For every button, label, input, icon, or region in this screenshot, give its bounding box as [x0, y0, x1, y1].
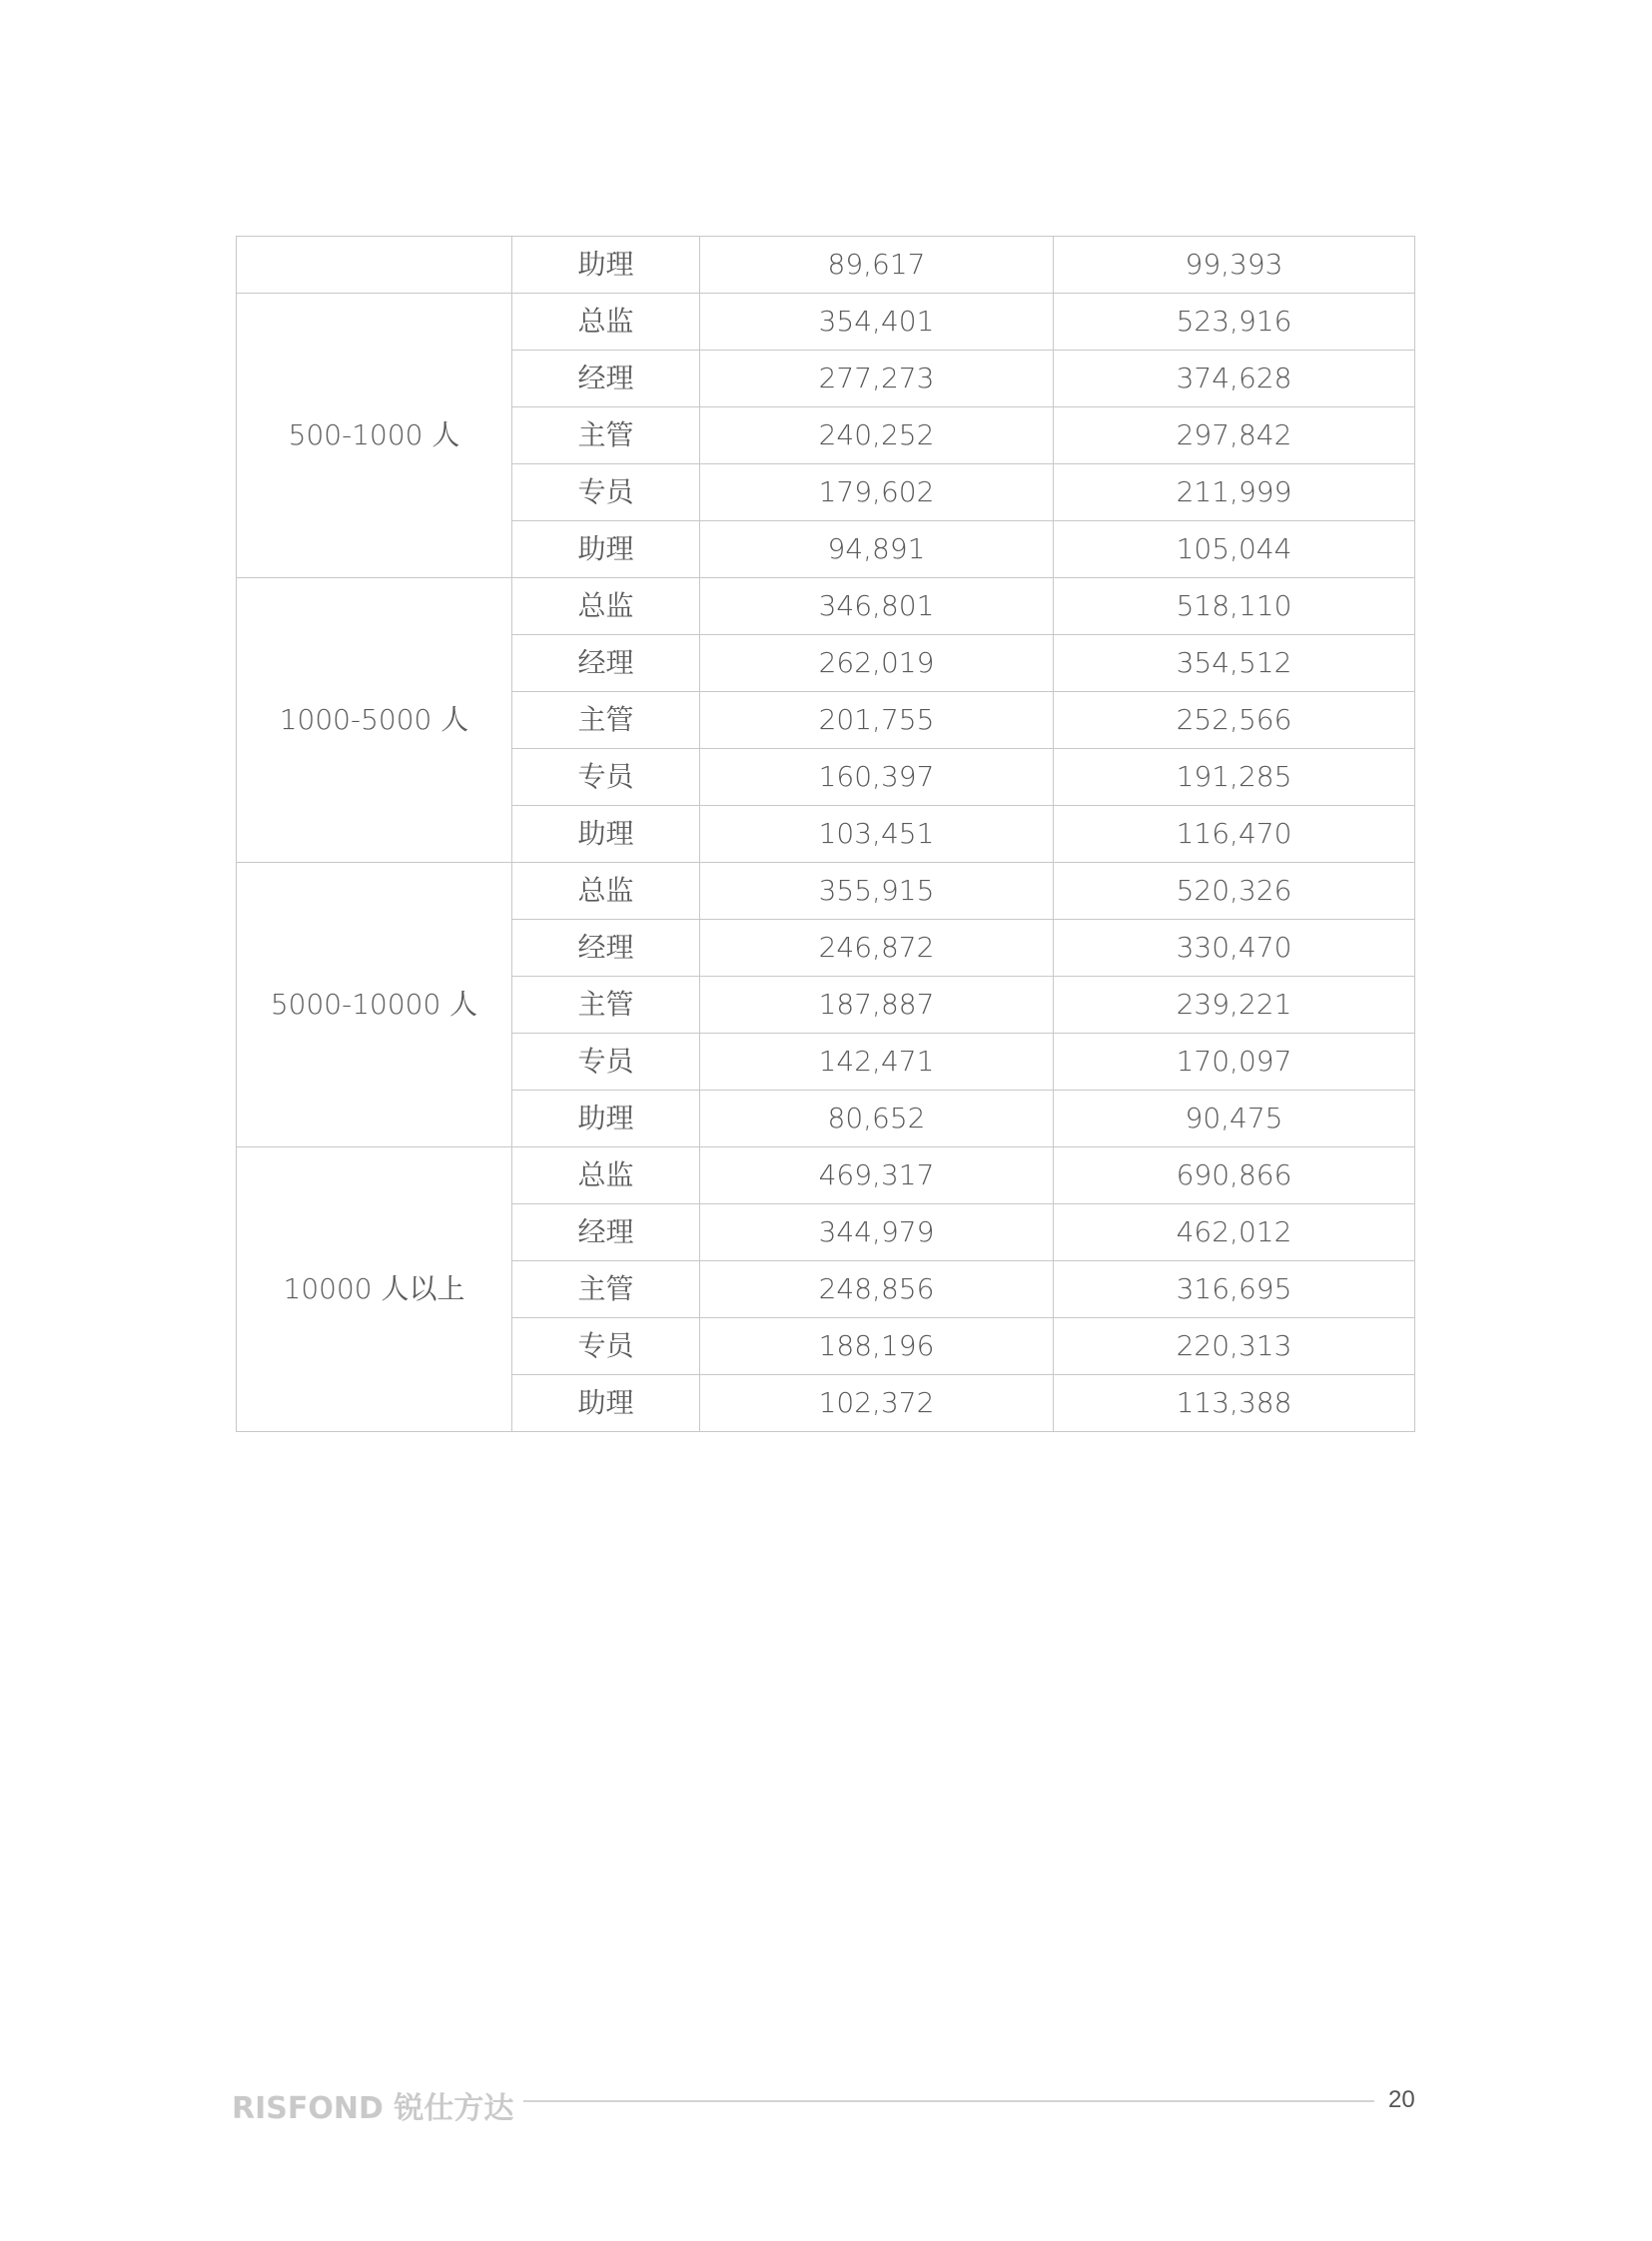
level-cell: 助理 — [512, 237, 700, 294]
salary-value-cell: 248,856 — [700, 1261, 1054, 1318]
salary-value-cell: 690,866 — [1054, 1147, 1415, 1204]
level-cell: 专员 — [512, 749, 700, 806]
salary-value-cell: 262,019 — [700, 635, 1054, 692]
salary-value-cell: 89,617 — [700, 237, 1054, 294]
company-size-cell — [237, 237, 512, 294]
salary-value-cell: 239,221 — [1054, 977, 1415, 1034]
salary-value-cell: 518,110 — [1054, 578, 1415, 635]
salary-value-cell: 90,475 — [1054, 1091, 1415, 1147]
company-size-cell: 1000-5000 人 — [237, 578, 512, 863]
salary-value-cell: 297,842 — [1054, 407, 1415, 464]
salary-value-cell: 354,512 — [1054, 635, 1415, 692]
salary-value-cell: 520,326 — [1054, 863, 1415, 920]
salary-value-cell: 316,695 — [1054, 1261, 1415, 1318]
salary-value-cell: 113,388 — [1054, 1375, 1415, 1432]
level-cell: 助理 — [512, 521, 700, 578]
salary-value-cell: 170,097 — [1054, 1034, 1415, 1091]
table-row — [237, 578, 1415, 635]
salary-value-cell: 94,891 — [700, 521, 1054, 578]
salary-value-cell: 346,801 — [700, 578, 1054, 635]
level-cell: 主管 — [512, 1261, 700, 1318]
salary-value-cell: 105,044 — [1054, 521, 1415, 578]
level-cell: 经理 — [512, 635, 700, 692]
level-cell: 总监 — [512, 294, 700, 351]
page-number: 20 — [1388, 2086, 1415, 2113]
salary-value-cell: 374,628 — [1054, 351, 1415, 407]
salary-value-cell: 469,317 — [700, 1147, 1054, 1204]
salary-value-cell: 277,273 — [700, 351, 1054, 407]
salary-value-cell: 99,393 — [1054, 237, 1415, 294]
level-cell: 专员 — [512, 1318, 700, 1375]
level-cell: 助理 — [512, 806, 700, 863]
salary-value-cell: 246,872 — [700, 920, 1054, 977]
salary-value-cell: 462,012 — [1054, 1204, 1415, 1261]
salary-value-cell: 330,470 — [1054, 920, 1415, 977]
company-size-cell: 500-1000 人 — [237, 294, 512, 578]
level-cell: 专员 — [512, 1034, 700, 1091]
level-cell: 总监 — [512, 1147, 700, 1204]
salary-value-cell: 201,755 — [700, 692, 1054, 749]
level-cell: 总监 — [512, 863, 700, 920]
level-cell: 主管 — [512, 977, 700, 1034]
salary-table — [236, 236, 1415, 1432]
salary-value-cell: 211,999 — [1054, 464, 1415, 521]
salary-value-cell: 80,652 — [700, 1091, 1054, 1147]
level-cell: 经理 — [512, 1204, 700, 1261]
brand-logo: RISFOND 锐仕方达 — [232, 2091, 514, 2126]
salary-value-cell: 187,887 — [700, 977, 1054, 1034]
table-row — [237, 237, 1415, 294]
level-cell: 主管 — [512, 692, 700, 749]
salary-value-cell: 354,401 — [700, 294, 1054, 351]
salary-value-cell: 103,451 — [700, 806, 1054, 863]
salary-table-body — [237, 237, 1415, 1432]
salary-value-cell: 102,372 — [700, 1375, 1054, 1432]
level-cell: 助理 — [512, 1375, 700, 1432]
salary-value-cell: 220,313 — [1054, 1318, 1415, 1375]
salary-value-cell: 252,566 — [1054, 692, 1415, 749]
level-cell: 助理 — [512, 1091, 700, 1147]
salary-value-cell: 142,471 — [700, 1034, 1054, 1091]
salary-value-cell: 160,397 — [700, 749, 1054, 806]
salary-value-cell: 116,470 — [1054, 806, 1415, 863]
level-cell: 总监 — [512, 578, 700, 635]
salary-value-cell: 355,915 — [700, 863, 1054, 920]
footer-divider — [523, 2100, 1374, 2102]
table-row — [237, 863, 1415, 920]
table-row — [237, 1147, 1415, 1204]
company-size-cell: 5000-10000 人 — [237, 863, 512, 1147]
level-cell: 主管 — [512, 407, 700, 464]
salary-value-cell: 240,252 — [700, 407, 1054, 464]
salary-value-cell: 523,916 — [1054, 294, 1415, 351]
company-size-cell: 10000 人以上 — [237, 1147, 512, 1432]
salary-value-cell: 179,602 — [700, 464, 1054, 521]
level-cell: 经理 — [512, 920, 700, 977]
salary-value-cell: 188,196 — [700, 1318, 1054, 1375]
level-cell: 专员 — [512, 464, 700, 521]
salary-value-cell: 344,979 — [700, 1204, 1054, 1261]
salary-value-cell: 191,285 — [1054, 749, 1415, 806]
level-cell: 经理 — [512, 351, 700, 407]
table-row — [237, 294, 1415, 351]
